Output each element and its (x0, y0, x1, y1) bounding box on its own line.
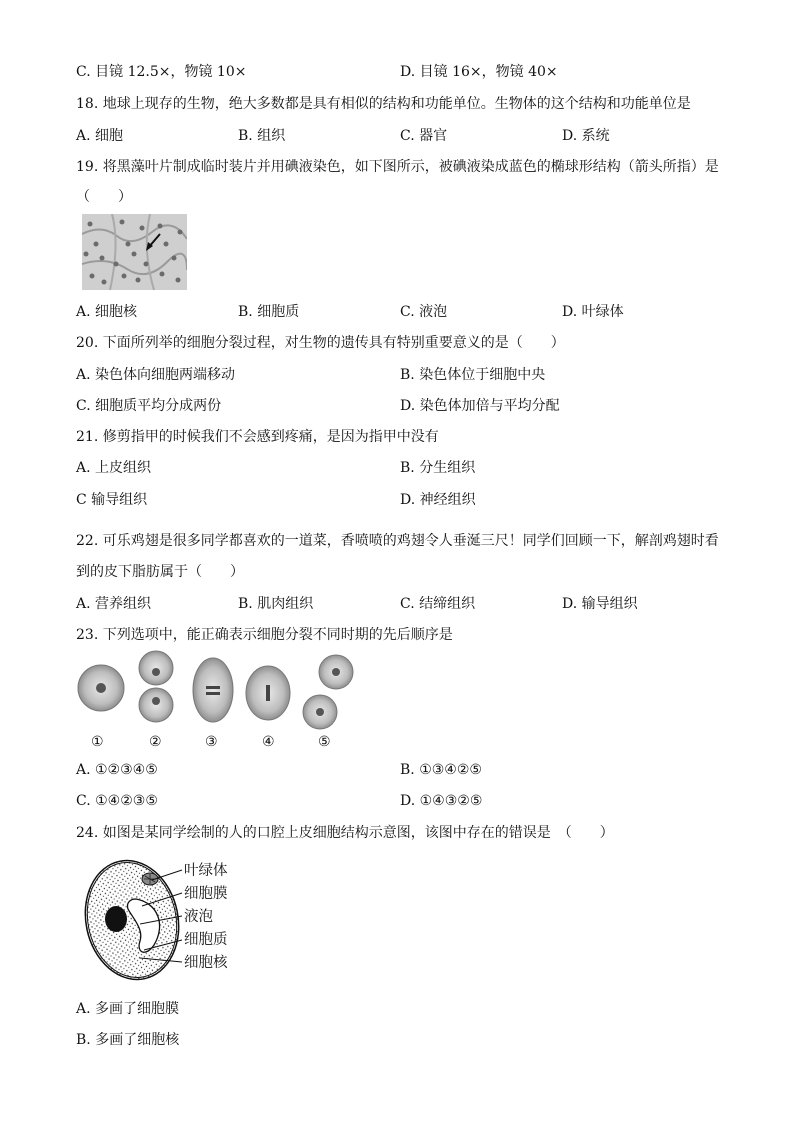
q21-stem: 21. 修剪指甲的时候我们不会感到疼痛，是因为指甲中没有 (76, 429, 439, 445)
q20-option-d: D. 染色体加倍与平均分配 (400, 398, 560, 414)
stage-label-3: ③ (205, 734, 218, 750)
q20-stem: 20. 下面所列举的细胞分裂过程，对生物的遗传具有特别重要意义的是（ ） (76, 335, 565, 351)
label-leader-lines (140, 862, 190, 972)
q19-option-d: D. 叶绿体 (562, 304, 624, 320)
q24-option-b: B. 多画了细胞核 (76, 1032, 180, 1048)
q19-option-c: C. 液泡 (400, 304, 448, 320)
q22-option-d: D. 输导组织 (562, 596, 638, 612)
q20-option-a: A. 染色体向细胞两端移动 (76, 367, 236, 383)
q19-stem: 19. 将黑藻叶片制成临时装片并用碘液染色，如下图所示，被碘液染成蓝色的椭球形结构（箭头所指）是 (76, 159, 719, 175)
q23-option-b: B. ①③④②⑤ (400, 762, 482, 778)
stage-label-1: ① (91, 734, 104, 750)
q24-option-a: A. 多画了细胞膜 (76, 1001, 180, 1017)
q22-option-a: A. 营养组织 (76, 596, 152, 612)
q22-option-c: C. 结缔组织 (400, 596, 476, 612)
q23-option-c: C. ①④②③⑤ (76, 793, 158, 809)
q21-option-c: C 输导组织 (76, 492, 148, 508)
stage-label-4: ④ (262, 734, 275, 750)
q17-option-d: D. 目镜 16×，物镜 40× (400, 64, 558, 80)
stage-label-2: ② (149, 734, 162, 750)
stage-label-5: ⑤ (318, 734, 331, 750)
label-nucleus: 细胞核 (184, 955, 228, 971)
q22-stem: 22. 可乐鸡翅是很多同学都喜欢的一道菜，香喷喷的鸡翅令人垂涎三尺！同学们回顾一下，解剖鸡翅时看 (76, 533, 719, 549)
q18-option-a: A. 细胞 (76, 128, 124, 144)
cell-division-stages-figure (76, 648, 366, 733)
q23-stem: 23. 下列选项中，能正确表示细胞分裂不同时期的先后顺序是 (76, 627, 453, 643)
q18-option-d: D. 系统 (562, 128, 610, 144)
q22-stem-line2: 到的皮下脂肪属于（ ） (76, 564, 244, 580)
elodea-leaf-micrograph (82, 214, 187, 290)
q20-option-b: B. 染色体位于细胞中央 (400, 367, 546, 383)
q18-option-c: C. 器官 (400, 128, 448, 144)
q19-option-b: B. 细胞质 (238, 304, 300, 320)
label-chloroplast: 叶绿体 (184, 863, 228, 879)
q23-option-a: A. ①②③④⑤ (76, 762, 158, 778)
q24-stem: 24. 如图是某同学绘制的人的口腔上皮细胞结构示意图，该图中存在的错误是 （ ） (76, 825, 614, 841)
label-cytoplasm: 细胞质 (184, 932, 228, 948)
q19-option-a: A. 细胞核 (76, 304, 138, 320)
q21-option-b: B. 分生组织 (400, 460, 476, 476)
q21-option-d: D. 神经组织 (400, 492, 476, 508)
q22-option-b: B. 肌肉组织 (238, 596, 314, 612)
q17-option-c: C. 目镜 12.5×，物镜 10× (76, 64, 247, 80)
q21-option-a: A. 上皮组织 (76, 460, 152, 476)
label-vacuole: 液泡 (184, 909, 213, 925)
q20-option-c: C. 细胞质平均分成两份 (76, 398, 222, 414)
q23-option-d: D. ①④③②⑤ (400, 793, 483, 809)
q18-option-b: B. 组织 (238, 128, 286, 144)
q18-stem: 18. 地球上现存的生物，绝大多数都是具有相似的结构和功能单位。生物体的这个结构和功能单位是 (76, 96, 691, 112)
q19-stem-bracket: （ ） (76, 189, 132, 205)
label-cell-membrane: 细胞膜 (184, 886, 228, 902)
